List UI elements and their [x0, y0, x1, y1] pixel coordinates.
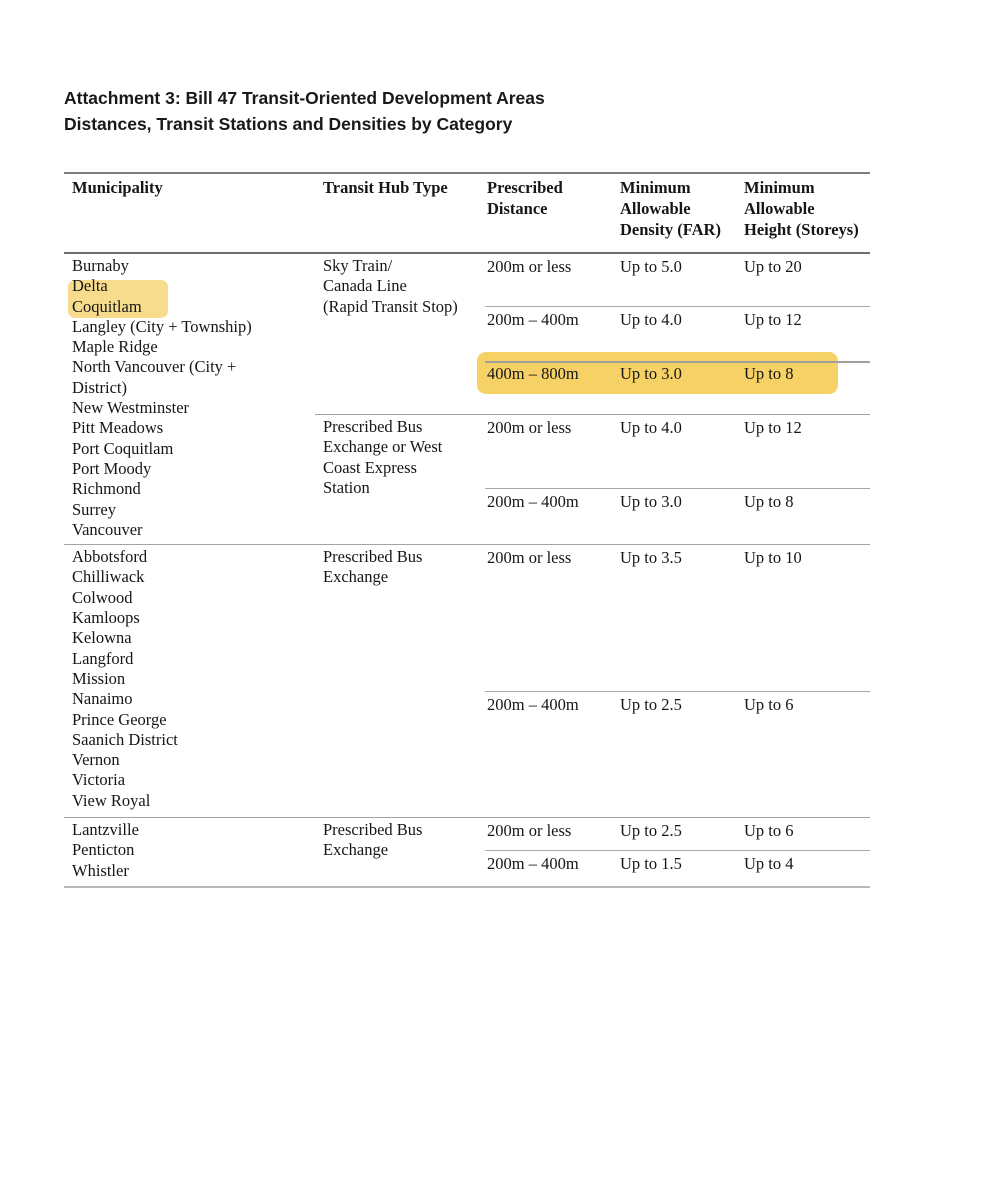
distance-row — [485, 361, 870, 414]
municipality: Maple Ridge — [72, 337, 158, 357]
table-body — [64, 254, 870, 886]
minimum-height-value: Up to 4 — [744, 854, 794, 874]
municipality: Nanaimo — [72, 689, 133, 709]
distance-row — [485, 850, 870, 886]
municipality: Burnaby — [72, 256, 129, 275]
prescribed-distance-value: 200m – 400m — [487, 695, 579, 715]
municipality-cell — [64, 818, 315, 886]
municipality: Penticton — [72, 840, 135, 860]
minimum-height-value: Up to 6 — [744, 695, 794, 715]
municipality: Port Coquitlam — [72, 438, 174, 458]
transit-hub-type-line: Exchange — [323, 840, 389, 860]
minimum-density-value: Up to 2.5 — [620, 695, 682, 715]
transit-hub-type-line: (Rapid Transit Stop) — [323, 296, 458, 316]
hub-sections — [315, 818, 870, 886]
prescribed-distance-value: 200m – 400m — [487, 310, 579, 329]
page-title — [64, 86, 764, 137]
municipality: Coquitlam — [72, 296, 142, 316]
distance-row — [485, 545, 870, 691]
transit-hub-type-line: Exchange or West — [323, 437, 443, 457]
transit-hub-type-line: Prescribed Bus — [323, 820, 423, 840]
distance-row — [485, 306, 870, 361]
distance-row — [485, 488, 870, 544]
transit-hub-type-line: Coast Express — [323, 457, 417, 477]
municipality: Abbotsford — [72, 547, 148, 567]
minimum-density-value: Up to 2.5 — [620, 821, 682, 841]
municipality: Lantzville — [72, 820, 139, 840]
prescribed-distance-value: 200m – 400m — [487, 492, 579, 511]
transit-hub-type — [315, 254, 485, 414]
header-minimum-allowable-density: Minimum Allowable Density (FAR) — [620, 178, 721, 239]
municipality: New Westminster — [72, 398, 190, 418]
transit-hub-type-line: Canada Line — [323, 276, 407, 296]
transit-hub-type — [315, 415, 485, 544]
municipality: Whistler — [72, 860, 129, 880]
municipality: Langley (City + Township) — [72, 316, 252, 336]
municipality: Kamloops — [72, 608, 140, 628]
transit-hub-type-line: Prescribed Bus — [323, 417, 423, 436]
prescribed-distance-value: 200m – 400m — [487, 854, 579, 874]
minimum-density-value: Up to 3.5 — [620, 548, 682, 568]
minimum-density-value: Up to 5.0 — [620, 257, 682, 276]
distance-row — [485, 691, 870, 817]
prescribed-distance-value: 200m or less — [487, 257, 572, 276]
municipality: View Royal — [72, 790, 151, 810]
municipality: Chilliwack — [72, 567, 145, 587]
minimum-density-value: Up to 3.0 — [620, 492, 682, 511]
minimum-height-value: Up to 10 — [744, 548, 802, 568]
header-prescribed-distance: Prescribed Distance — [487, 178, 563, 218]
prescribed-distance-value: 200m or less — [487, 418, 572, 437]
municipality: Surrey — [72, 499, 116, 519]
municipality: Colwood — [72, 587, 133, 607]
page-title-line-2: Distances, Transit Stations and Densities by Category — [64, 113, 513, 134]
municipality: Kelowna — [72, 628, 132, 648]
municipality: Richmond — [72, 479, 141, 499]
distance-rows — [485, 545, 870, 817]
municipality: Saanich District — [72, 729, 178, 749]
header-minimum-allowable-height: Minimum Allowable Height (Storeys) — [744, 178, 859, 239]
minimum-density-value: Up to 3.0 — [620, 364, 682, 383]
distance-row — [485, 818, 870, 850]
minimum-height-value: Up to 12 — [744, 418, 802, 437]
minimum-height-value: Up to 6 — [744, 821, 794, 841]
municipality-cell — [64, 545, 315, 817]
table-group-2 — [64, 544, 870, 817]
municipality: Mission — [72, 668, 126, 688]
municipality: Delta — [72, 276, 108, 296]
page-title-line-1: Attachment 3: Bill 47 Transit-Oriented Development Areas — [64, 88, 545, 108]
transit-hub-type-line: Exchange — [323, 567, 389, 587]
hub-sections — [315, 545, 870, 817]
distance-row — [485, 254, 870, 306]
prescribed-distance-value: 400m – 800m — [487, 364, 579, 383]
hub-section — [315, 414, 870, 544]
minimum-height-value: Up to 20 — [744, 257, 802, 276]
table-header-row — [64, 172, 870, 254]
hub-section — [315, 818, 870, 886]
minimum-density-value: Up to 1.5 — [620, 854, 682, 874]
transit-hub-type — [315, 818, 485, 886]
distance-rows — [485, 415, 870, 544]
header-municipality: Municipality — [72, 178, 163, 197]
minimum-height-value: Up to 8 — [744, 492, 794, 511]
municipality: Victoria — [72, 770, 126, 790]
municipality: North Vancouver (City + District) — [72, 357, 237, 397]
transit-hub-type-line: Sky Train/ — [323, 256, 393, 275]
hub-sections — [315, 254, 870, 544]
header-transit-hub-type: Transit Hub Type — [323, 178, 448, 197]
tod-table — [64, 172, 870, 888]
table-group-3 — [64, 817, 870, 886]
prescribed-distance-value: 200m or less — [487, 821, 572, 841]
hub-section — [315, 545, 870, 817]
municipality: Vernon — [72, 750, 120, 770]
minimum-height-value: Up to 8 — [744, 364, 794, 383]
distance-rows — [485, 818, 870, 886]
transit-hub-type-line: Station — [323, 477, 370, 497]
municipality: Prince George — [72, 709, 167, 729]
municipality: Langford — [72, 648, 134, 668]
prescribed-distance-value: 200m or less — [487, 548, 572, 568]
minimum-density-value: Up to 4.0 — [620, 310, 682, 329]
transit-hub-type-line: Prescribed Bus — [323, 547, 423, 567]
distance-row — [485, 415, 870, 488]
minimum-density-value: Up to 4.0 — [620, 418, 682, 437]
municipality-cell — [64, 254, 315, 544]
table-group-1 — [64, 254, 870, 544]
municipality: Vancouver — [72, 519, 143, 539]
minimum-height-value: Up to 12 — [744, 310, 802, 329]
transit-hub-type — [315, 545, 485, 817]
hub-section — [315, 254, 870, 414]
distance-rows — [485, 254, 870, 414]
municipality: Port Moody — [72, 458, 152, 478]
municipality: Pitt Meadows — [72, 418, 164, 438]
